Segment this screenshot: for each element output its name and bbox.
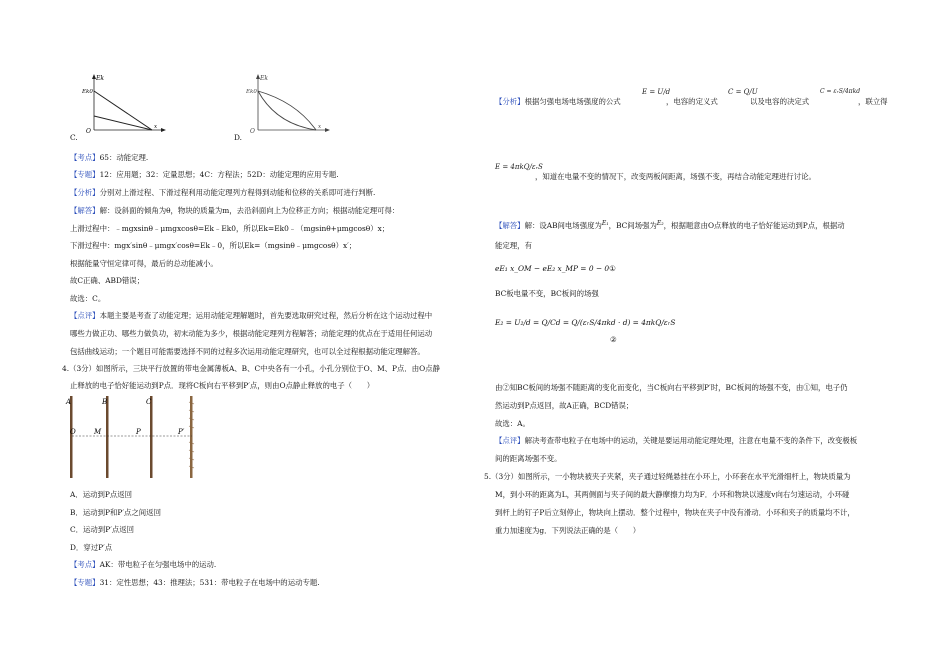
equation-2: E₂ = U₂/d = Q/Cd = Q/(εᵣS/4πkd · d) = 4πkQ/εᵣS [495,318,676,327]
formula-e-result: E = 4πkQ/εᵣS [495,163,543,171]
q4-option-a: A．运动到P点返回 [70,490,133,499]
r-jieda-d: 能定理，有 [495,241,532,250]
jieda-tag: 【解答】 [70,206,100,215]
option-c-label: C. [70,133,78,142]
graph-d-origin: O [250,128,255,134]
point-m-label: M [94,428,102,436]
formula-c-qu: C = Q/U [728,88,758,96]
r-jieda-c: ，根据题意由O点释放的电子恰好能运动到P点，根据动 [663,221,845,230]
equation-1-text: eE₁ x_OM − eE₂ x_MP = 0 − 0 [495,264,610,273]
graph-d-xlabel: x [318,124,322,130]
q4-zhuanti-tag: 【专题】 [70,578,100,587]
q4-option-d: D．穿过P′点 [70,543,113,552]
formula-c-decision: C = εᵣS/4πkd [820,88,861,95]
q4-kaodian-tag: 【考点】 [70,560,100,569]
q5-stem-4: 重力加速度为g．下列说法正确的是（ ） [495,526,641,535]
r-jieda-a: 解：设AB间电场强度为 [524,221,602,230]
jieda-text: 解：设斜面的倾角为θ，物块的质量为m，去沿斜面向上为位移正方向；根据动能定理可得： [99,206,400,215]
r-dianping-tag: 【点评】 [495,436,525,445]
line-c-correct: 故C正确、ABD错误； [70,276,145,285]
equation-1-number: ① [609,264,616,273]
graph-c-origin: O [86,128,91,134]
q4-kaodian-line [70,560,216,570]
zhuanti-text: 12：应用题；32：定量思想；4C：方程法；52D：动能定理的应用专题. [99,170,339,179]
dianping-line-2: 哪些力做正功、哪些力做负功，初末动能为多少，根据动能定理列方程解答；动能定理的优点在于适用任何运动 [70,329,433,338]
r-jieda-b: ，BC间场强为 [608,221,657,230]
line-up: 上滑过程中：﹣mgxsinθ﹣μmgxcosθ=Ek﹣Ek0，所以Ek=Ek0﹣（mgsinθ+μmgcosθ）x； [70,224,390,233]
q4-stem-1: 4.（3分）如图所示，三块平行放置的带电金属薄板A、B、C中央各有一小孔，小孔分别位于O、M、P点．由O点静 [62,364,441,373]
graph-d-ylabel: Ek [260,75,269,82]
line-choose: 故选：C。 [70,294,106,303]
q5-stem-3: 到杆上的钉子P后立刻停止，物块向上摆动．整个过程中，物块在夹子中没有滑动．小环和夹子的质量均不计， [495,508,855,517]
option-d-label: D. [234,133,243,142]
r-jieda-tag: 【解答】 [495,221,525,230]
formula-e-ud: E = U/d [642,88,671,96]
point-pprime-label: P′ [178,428,185,436]
kaodian-tag: 【考点】 [70,153,100,162]
fenxi-text: 分别对上滑过程、下滑过程利用动能定理列方程得到动能和位移的关系即可进行判断. [99,188,376,197]
fenxi-line [70,188,375,198]
line-down: 下滑过程中：mgx′sinθ﹣μmgx′cosθ=Ek﹣0，所以Ek=（mgsinθ﹣μmgcosθ）x′； [70,241,357,250]
q4-zhuanti-text: 31：定性思想；43：推理法；531：带电粒子在电场中的运动专题. [99,578,320,587]
graph-c [82,72,172,134]
q5-stem-2: M，到小环的距离为L，其两侧面与夹子间的最大静摩擦力均为F．小环和物块以速度v向右匀速运动，小环碰 [495,490,850,499]
graph-c-y0: Ek0 [82,89,93,95]
graph-d [246,72,336,134]
jieda-line [70,206,399,216]
q5-stem-1: 5.（3分）如图所示，一小物块被夹子夹紧，夹子通过轻绳悬挂在小环上，小环套在水平光滑细杆上，物块质量为 [484,472,851,481]
bc-line: BC板电量不变，BC板间的场强 [495,289,599,298]
conclusion-2: 然运动到P点返回，故A正确，BCD错误； [495,401,634,410]
plate-c-label: C [146,398,152,406]
symbol-e1: E₁ [601,220,609,227]
q4-zhuanti-line [70,578,320,588]
equation-1 [495,264,616,274]
r-fenxi-line [495,97,621,107]
r-fenxi-c: 以及电容的决定式 [750,97,810,106]
q4-stem-2: 止释放的电子恰好能运动到P点．现将C板向右平移到P′点，则由O点静止释放的电子（ ） [70,381,375,390]
graph-c-ylabel: Ek [96,75,105,82]
dianping-line-3: 包括曲线运动；一个题目可能需要选择不同的过程多次运用动能定理研究，也可以全过程根据动能定理解答。 [70,347,425,356]
r-fenxi-b: ，电容的定义式 [666,97,718,106]
q4-kaodian-text: AK：带电粒子在匀强电场中的运动. [99,560,217,569]
point-o-label: O [70,428,76,436]
dianping-text-1: 本题主要是考查了动能定理；运用动能定理解题时，首先要选取研究过程，然后分析在这个运动过程中 [99,311,433,320]
graph-c-xlabel: x [154,124,158,130]
equation-2-number: ② [610,335,617,344]
line-energy: 根据能量守恒定律可得，最后的总动能减小。 [70,259,218,268]
plates-figure [64,394,204,480]
conclusion-1: 由②知BC板间的场强不随距离的变化而变化，当C板向右平移到P′时，BC板间的场强不变，由①知，电子仍 [495,383,848,392]
q4-option-c: C．运动到P′点返回 [70,525,135,534]
kaodian-text: 65：动能定理. [99,153,149,162]
plate-a-label: A [66,398,72,406]
zhuanti-line [70,170,339,180]
zhuanti-tag: 【专题】 [70,170,100,179]
conclusion-3: 故选：A。 [495,419,530,428]
dianping-tag: 【点评】 [70,311,100,320]
r-dianping-1: 解决考查带电粒子在电场中的运动，关键是要运用动能定理处理，注意在电量不变的条件下，改变极板 [524,436,858,445]
fenxi-tag: 【分析】 [70,188,100,197]
r-dianping-line-2: 间的距离场强不变。 [495,454,562,463]
r-fenxi-a: 根据匀强电场电场强度的公式 [524,97,621,106]
q4-option-b: B．运动到P和P′点之间返回 [70,508,161,517]
dianping-line-1 [70,311,432,321]
kaodian-line [70,153,148,163]
graph-d-y0: Ek0 [246,89,257,95]
plate-b-label: B [102,398,108,406]
symbol-e2: E₂ [656,220,664,227]
r-fenxi-d: ，联立得 [858,97,888,106]
point-p-label: P [136,428,141,436]
r-jieda-line [495,219,845,231]
r-dianping-line-1 [495,436,857,446]
r-fenxi-e: ，知道在电量不变的情况下，改变两板间距离，场强不变，再结合动能定理进行讨论。 [535,172,816,181]
r-fenxi-tag: 【分析】 [495,97,525,106]
